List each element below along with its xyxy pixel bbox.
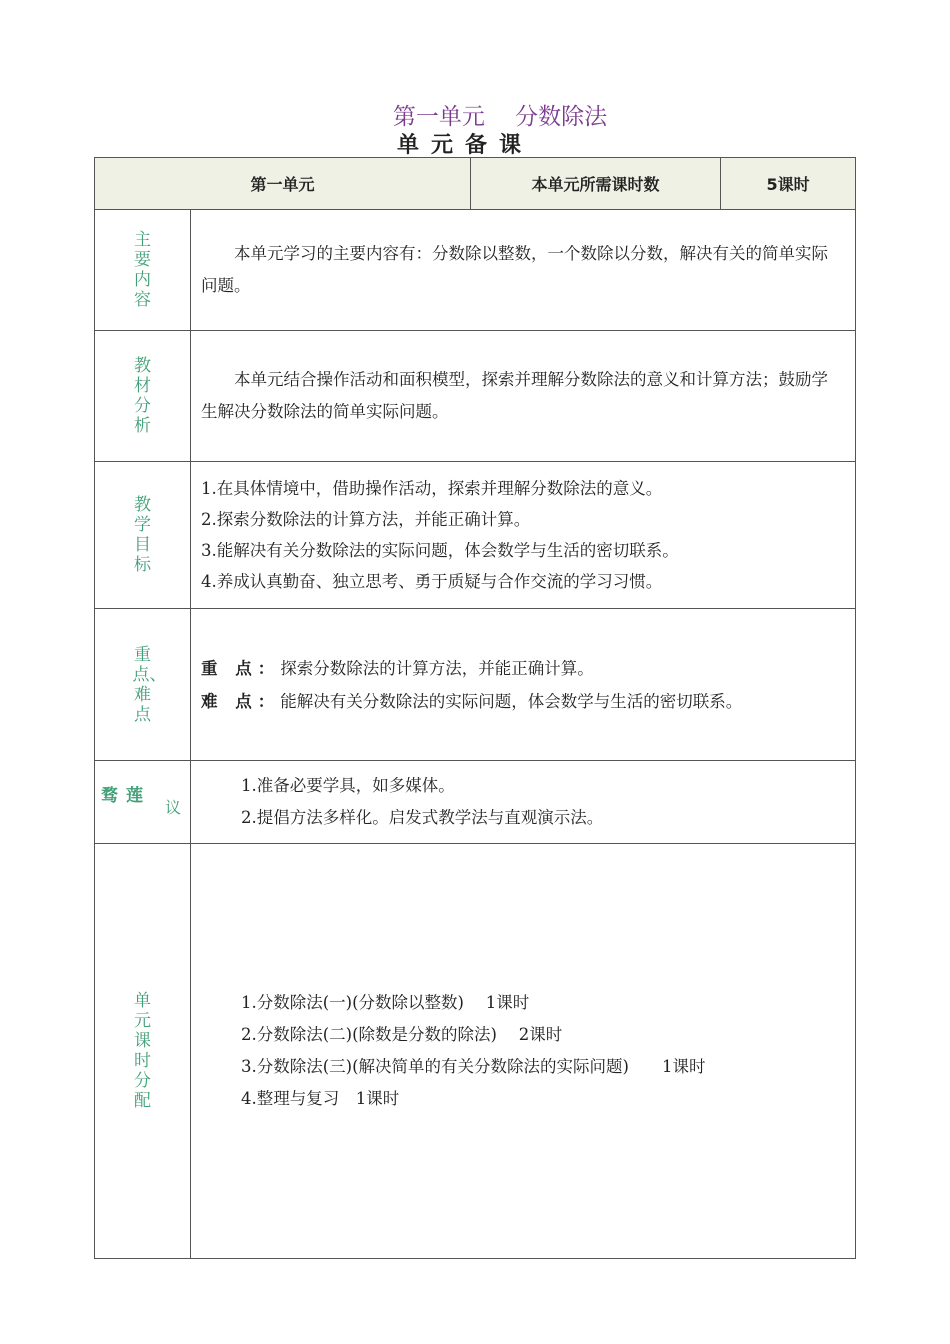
- header-row: [95, 158, 856, 210]
- cell-material-analysis: [191, 331, 856, 462]
- cell-objectives: [191, 462, 856, 609]
- label-material-analysis: 教材分析: [95, 331, 191, 462]
- objective-item: 1.在具体情境中，借助操作活动，探索并理解分数除法的意义。: [201, 479, 663, 498]
- label-main-content: 主要内容: [95, 210, 191, 331]
- header-hours-label: 本单元所需课时数: [471, 158, 721, 210]
- cell-suggestions: [191, 761, 856, 844]
- allocation-item: 1.分数除法(一)(分数除以整数) 1课时: [241, 993, 530, 1012]
- page-title: 第一单元 分数除法: [392, 104, 608, 130]
- material-analysis-text: 本单元结合操作活动和面积模型，探索并理解分数除法的意义和计算方法；鼓励学生解决分数除法的简单实际问题。: [201, 370, 828, 421]
- hard-point-text: 能解决有关分数除法的实际问题，体会数学与生活的密切联系。: [280, 691, 743, 711]
- objective-item: 4.养成认真勤奋、独立思考、勇于质疑与合作交流的学习习惯。: [201, 572, 663, 591]
- key-point-label: 重 点：: [201, 658, 281, 678]
- row-key-points: [95, 609, 856, 761]
- label-allocation: 单元课时分配: [95, 844, 191, 1259]
- cell-key-points: [191, 609, 856, 761]
- header-hours-value: 5课时: [721, 158, 856, 210]
- hard-point-line: [201, 685, 843, 718]
- page-subtitle: 单元备课: [396, 133, 533, 158]
- hard-point-label: 难 点：: [201, 691, 281, 711]
- key-point-text: 探索分数除法的计算方法，并能正确计算。: [280, 658, 594, 678]
- main-content-text: 本单元学习的主要内容有：分数除以整数，一个数除以分数，解决有关的简单实际问题。: [201, 244, 828, 295]
- key-point-line: [201, 652, 843, 685]
- label-suggestions: [95, 761, 191, 844]
- allocation-item: 3.分数除法(三)(解决简单的有关分数除法的实际问题) 1课时: [241, 1057, 706, 1076]
- row-suggestions: [95, 761, 856, 844]
- suggestion-item: 2.提倡方法多样化。启发式教学法与直观演示法。: [241, 808, 604, 827]
- suggestion-item: 1.准备必要学具，如多媒体。: [241, 776, 455, 795]
- header-unit: 第一单元: [95, 158, 471, 210]
- cell-main-content: [191, 210, 856, 331]
- label-objectives: 教学目标: [95, 462, 191, 609]
- objective-item: 2.探索分数除法的计算方法，并能正确计算。: [201, 510, 531, 529]
- objective-item: 3.能解决有关分数除法的实际问题，体会数学与生活的密切联系。: [201, 541, 679, 560]
- row-allocation: [95, 844, 856, 1259]
- row-main-content: [95, 210, 856, 331]
- row-objectives: [95, 462, 856, 609]
- suggestions-label-part2: 议: [165, 798, 182, 817]
- suggestions-label-part1: 骛莲: [101, 786, 151, 806]
- cell-allocation: [191, 844, 856, 1259]
- row-material-analysis: [95, 331, 856, 462]
- allocation-item: 2.分数除法(二)(除数是分数的除法) 2课时: [241, 1025, 563, 1044]
- label-key-points: 重点、难点: [95, 609, 191, 761]
- unit-plan-table: [94, 157, 856, 1259]
- allocation-item: 4.整理与复习 1课时: [241, 1089, 400, 1108]
